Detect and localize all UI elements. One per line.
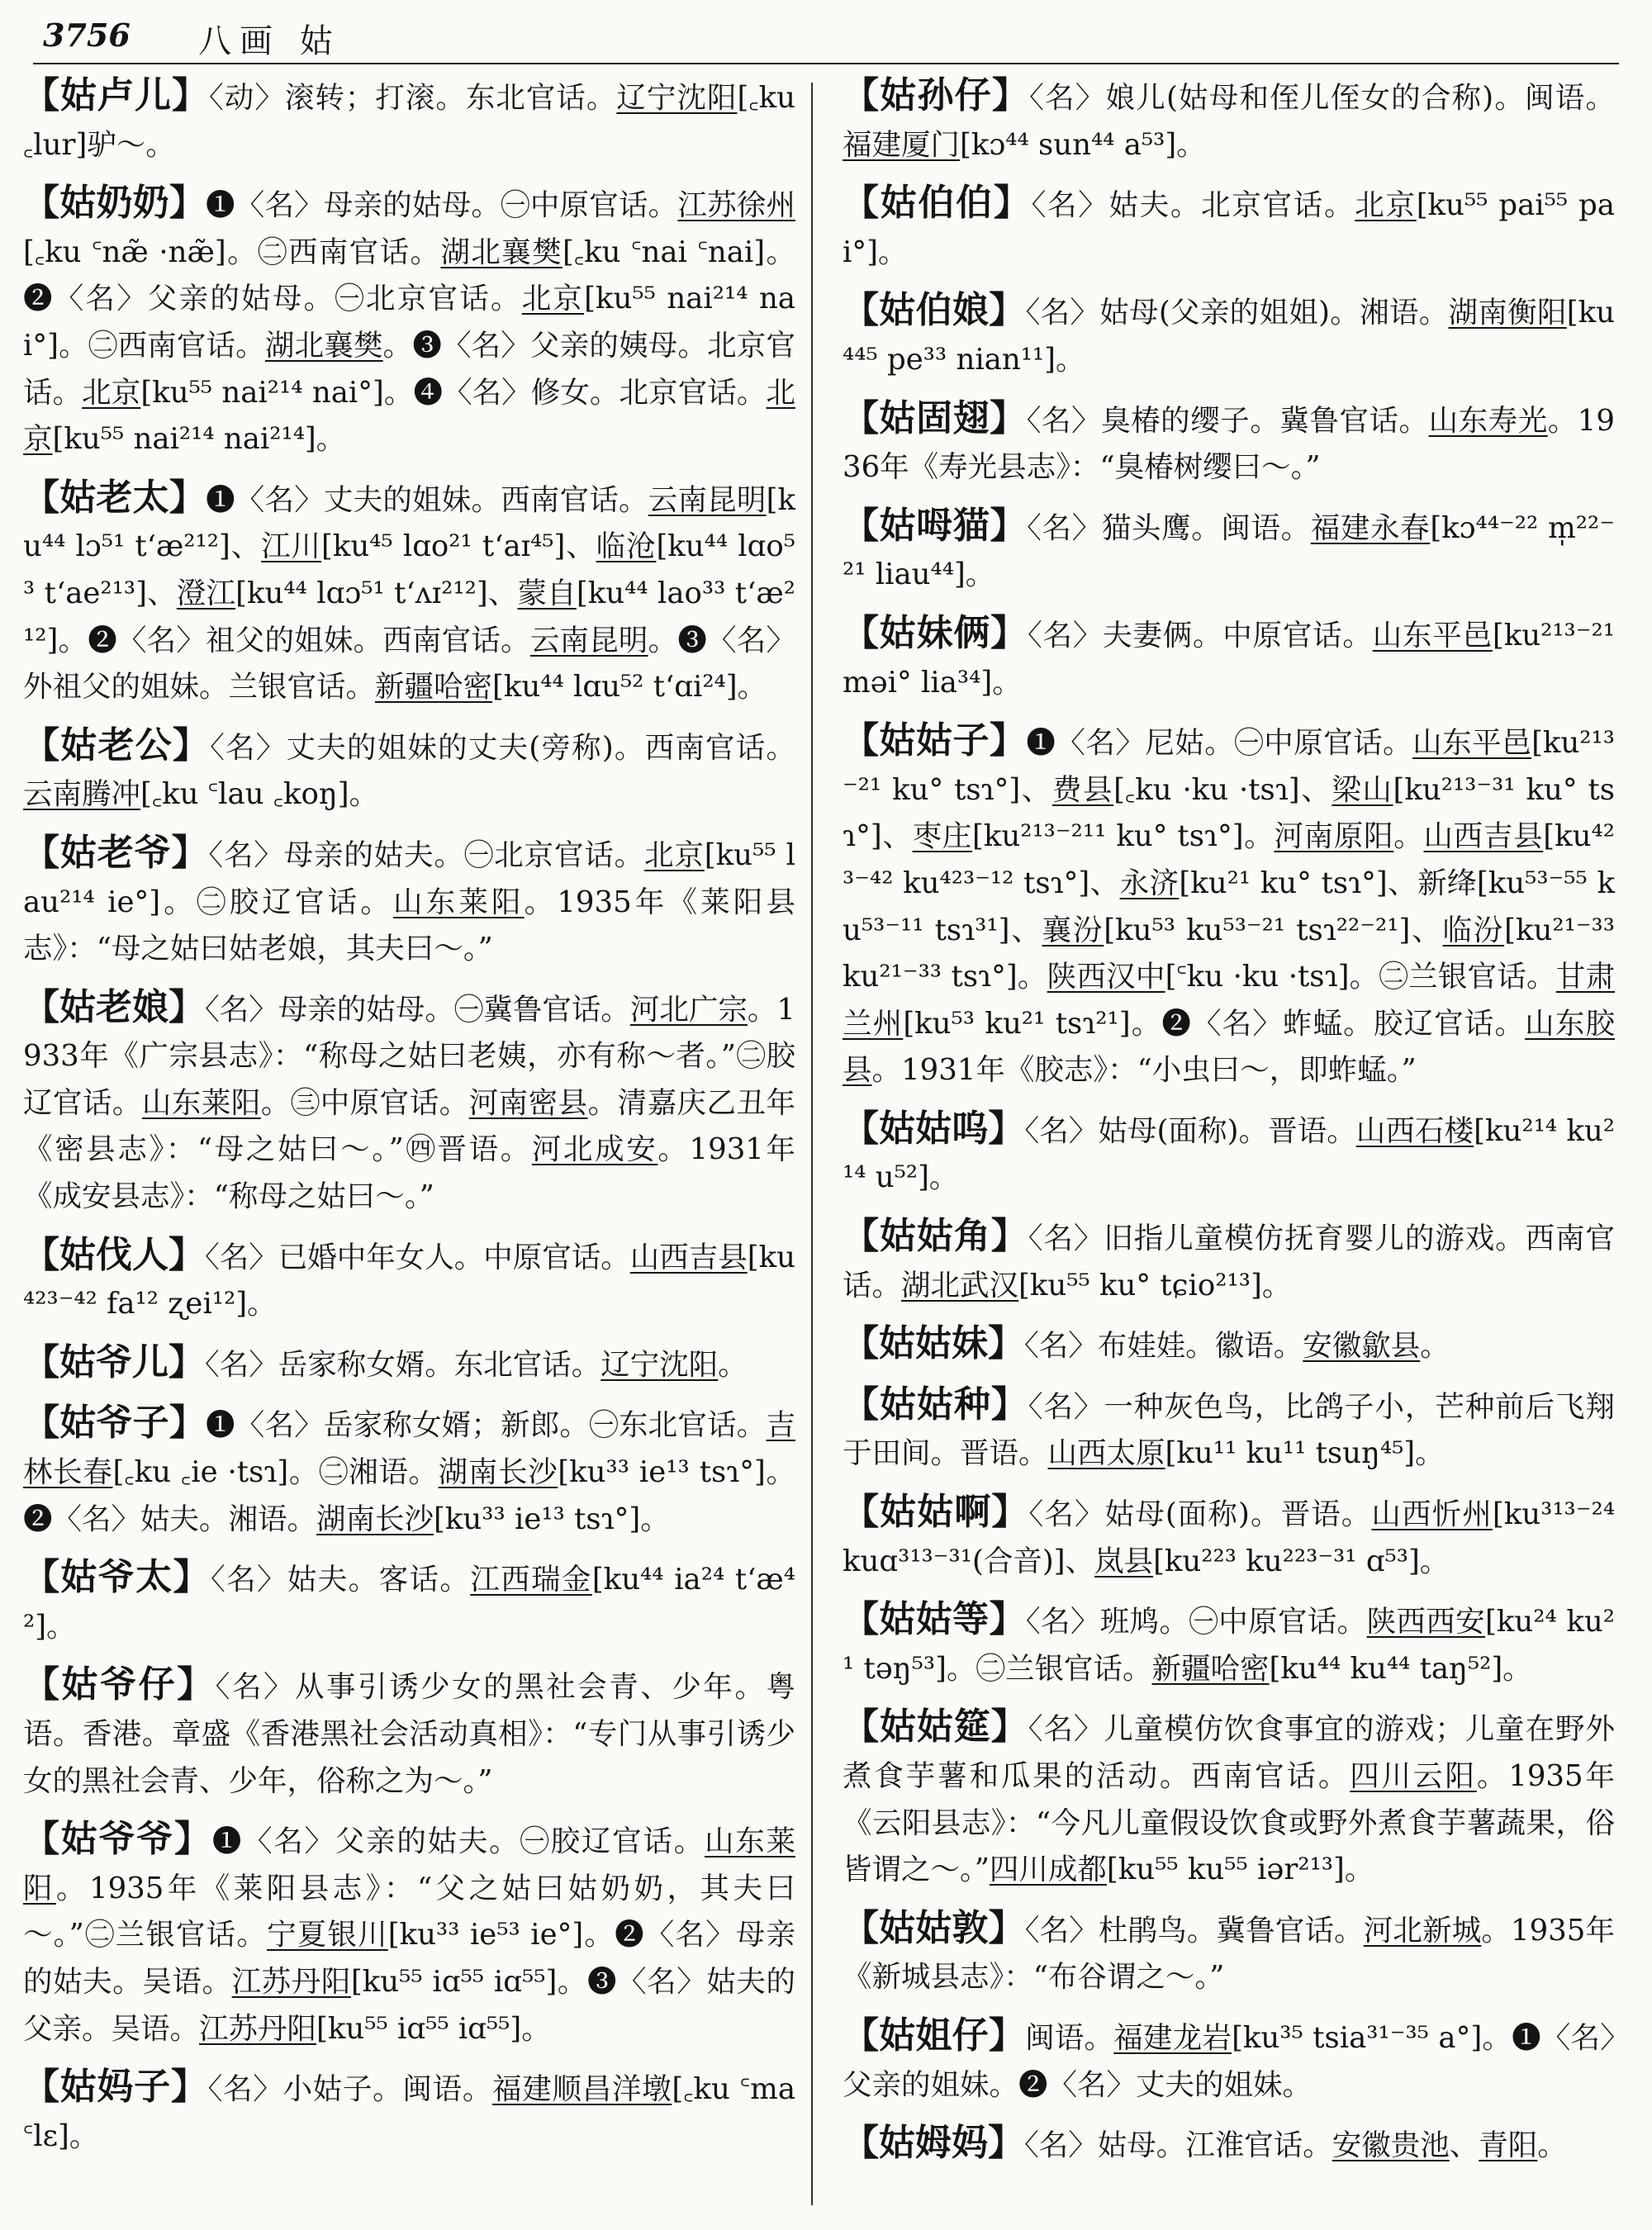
definition-text: [ku⁵⁵ lau²¹⁴ ie°]。㊁胶辽官话。 [23, 837, 795, 919]
headword: 【姑老公】 [23, 724, 211, 766]
place-name: 江苏丹阳 [199, 2011, 317, 2046]
dictionary-entry [23, 1232, 795, 1328]
place-name: 山西太原 [1047, 1436, 1165, 1471]
definition-text: [ku⁵⁵ nai²¹⁴ nai°]。❹〈名〉修女。北京官话。 [140, 375, 767, 410]
place-name: 北京 [23, 375, 795, 457]
definition-text: [ku⁴⁴ lɑu⁵² tʻɑi²⁴]。 [492, 670, 767, 705]
definition-text: [꜀ku ꜂lau ꜀koŋ]。 [140, 777, 379, 812]
definition-text: 。1931年《胶志》：“小虫曰～，即蚱蜢。” [871, 1053, 1417, 1088]
place-name: 江苏丹阳 [231, 1964, 351, 1999]
dictionary-entry [23, 73, 795, 168]
definition-text: [ku²¹ ku° tsɿ°]、新绛[ku⁵³⁻⁵⁵ ku⁵³⁻¹¹ tsɿ³¹]、 [843, 866, 1615, 947]
place-name: 江西瑞金 [470, 1563, 592, 1597]
definition-text: [ku²²³ ku²²³⁻³¹ ɑ⁵³]。 [1153, 1544, 1450, 1578]
place-name: 湖南衡阳 [1448, 296, 1567, 330]
definition-text: [꜀ku ꜀ie ·tsɿ]。㊁湘语。 [112, 1455, 439, 1490]
definition-text: [ku³³ ie⁵³ ie°]。❷〈名〉母亲的姑夫。吴语。 [23, 1918, 795, 1999]
dictionary-entry [843, 2120, 1615, 2170]
place-name: 费县 [1051, 772, 1114, 807]
definition-text: ❶〈名〉父亲的姑夫。㊀胶辽官话。 [211, 1824, 705, 1859]
definition-text: 。1933年《广宗县志》：“称母之姑曰老姨，亦有称～者。”㊁胶辽官话。 [23, 992, 795, 1120]
dictionary-entry [23, 1816, 795, 2052]
definition-text: [ku⁵⁵ nai²¹⁴ nai²¹⁴]。 [52, 422, 346, 457]
place-name: 江苏徐州 [677, 188, 795, 223]
headword: 【姑爷儿】 [23, 1340, 205, 1383]
dictionary-entry [843, 1382, 1615, 1478]
definition-text: 〈名〉旧指儿童模仿抚育婴儿的游戏。西南官话。 [843, 1222, 1615, 1302]
headword: 【姑爷子】 [23, 1402, 206, 1445]
headword: 【姑伯娘】 [843, 289, 1026, 332]
place-name: 四川成都 [989, 1853, 1107, 1887]
headword: 【姑姐仔】 [843, 2014, 1026, 2057]
headword: 【姑爷太】 [23, 1556, 211, 1599]
place-name: 山东平邑 [1372, 618, 1493, 652]
place-name: 辽宁沈阳 [601, 1347, 719, 1382]
place-name: 江川 [261, 529, 321, 564]
headword: 【姑老太】 [23, 476, 206, 519]
dictionary-entry [23, 985, 795, 1221]
place-name: 吉林长春 [23, 1408, 795, 1490]
definition-text: ❶〈名〉母亲的姑母。㊀中原官话。 [206, 188, 678, 223]
headword: 【姑姑妹】 [843, 1322, 1024, 1365]
definition-text: [ku³³ ie¹³ tsɿ°]。 [434, 1502, 670, 1536]
dictionary-entry [843, 1321, 1615, 1370]
definition-text: [ku⁵⁵ ku⁵⁵ iər²¹³]。 [1106, 1853, 1374, 1887]
place-name: 山东莱阳 [392, 885, 525, 919]
place-name: 山东胶县 [843, 1006, 1615, 1088]
place-name: 梁山 [1332, 772, 1393, 807]
definition-text: [ku²¹³⁻²¹ ku° tsɿ°]、 [843, 726, 1615, 807]
definition-text: [ku⁴⁴ ku⁴⁴ taŋ⁵²]。 [1269, 1651, 1532, 1686]
dictionary-entry [843, 2013, 1615, 2109]
place-name: 北京 [1355, 188, 1417, 223]
headword: 【姑老娘】 [23, 985, 206, 1028]
headword: 【姑姑筵】 [843, 1706, 1028, 1748]
definition-text: 〈名〉一种灰色鸟，比鸽子小，芒种前后飞翔于田间。晋语。 [843, 1389, 1615, 1471]
place-name: 临汾 [1442, 913, 1505, 947]
place-name: 枣庄 [912, 819, 972, 854]
definition-text: [ku⁵⁵ nai²¹⁴ nai°]。㊁西南官话。 [23, 282, 795, 363]
place-name: 山西吉县 [1423, 819, 1544, 854]
definition-text: [ku²¹³⁻²¹¹ ku° tsɿ°]。 [971, 819, 1275, 854]
definition-text: [ku²¹⁴ ku²¹⁴ u⁵²]。 [843, 1113, 1615, 1195]
headword: 【姑妈子】 [23, 2066, 208, 2109]
place-name: 陕西汉中 [1047, 960, 1165, 994]
definition-text: [ku⁴²³⁻⁴² ku⁴²³⁻¹² tsɿ°]、 [843, 819, 1615, 900]
definition-text: 。1935年《新城县志》：“布谷谓之～。” [843, 1913, 1615, 1995]
place-name: 湖北襄樊 [264, 328, 383, 363]
definition-text: 〈名〉夫妻俩。中原官话。 [1027, 618, 1373, 652]
dictionary-entry [843, 1905, 1615, 2001]
definition-text: [꜀ku ꜀lur]驴～。 [23, 81, 795, 162]
definition-text: [ku³⁵ tsia³¹⁻³⁵ a°]。❶〈名〉父亲的姐妹。❷〈名〉丈夫的姐妹。 [843, 2020, 1615, 2102]
place-name: 宁夏银川 [267, 1918, 388, 1952]
headword: 【姑姆妈】 [843, 2122, 1024, 2165]
page-number: 3756 [43, 17, 131, 54]
right-column [843, 73, 1615, 2181]
place-name: 新疆哈密 [375, 670, 493, 705]
headword: 【姑姑种】 [843, 1383, 1028, 1426]
dictionary-entry [23, 830, 795, 973]
definition-text: [꜀ku ꜂nai ꜂nai]。❷〈名〉父亲的姑母。㊀北京官话。 [23, 235, 795, 316]
place-name: 湖南长沙 [316, 1502, 434, 1536]
definition-text: 。❸〈名〉父亲的姨母。北京官话。 [23, 328, 795, 410]
place-name: 北京 [644, 837, 705, 872]
place-name: 北京 [82, 375, 141, 410]
place-name: 山西忻州 [1371, 1497, 1493, 1532]
headword: 【姑奶奶】 [23, 182, 206, 225]
definition-text: 〈名〉杜鹃鸟。冀鲁官话。 [1024, 1913, 1364, 1948]
definition-text: [ku²¹³⁻³¹ ku° tsɿ°]、 [843, 772, 1615, 854]
definition-text: 〈名〉姑母(面称)。晋语。 [1028, 1497, 1372, 1532]
dictionary-entry [23, 475, 795, 711]
definition-text: [ku⁴⁴ lao³³ tʻæ²¹²]。❷〈名〉祖父的姐妹。西南官话。 [23, 576, 795, 657]
place-name: 河北广宗 [629, 992, 748, 1027]
place-name: 山东寿光 [1428, 403, 1548, 438]
dictionary-entry [843, 1213, 1615, 1309]
definition-text: ❶〈名〉岳家称女婿；新郎。㊀东北官话。 [206, 1408, 767, 1443]
headword: 【姑姑啊】 [843, 1491, 1029, 1534]
dictionary-entry [843, 396, 1615, 491]
headword: 【姑伐人】 [23, 1233, 205, 1276]
place-name: 岚县 [1094, 1544, 1154, 1578]
headword: 【姑妹俩】 [843, 611, 1028, 654]
definition-text: 〈名〉从事引诱少女的黑社会青、少年。粤语。香港。章盛《香港黑社会活动真相》：“专门从事引诱少女的黑社会青、少年，俗称之为～。” [23, 1670, 795, 1798]
place-name: 新疆哈密 [1151, 1651, 1270, 1686]
definition-text: 、 [1449, 2128, 1479, 2163]
definition-text: 〈名〉布娃娃。徽语。 [1024, 1329, 1303, 1364]
definition-text: 。1935年《云阳县志》：“今凡儿童假设饮食或野外煮食芋薯蔬果，俗皆谓之～。” [843, 1759, 1615, 1887]
page-header [33, 12, 1619, 64]
headword: 【姑姑敦】 [843, 1906, 1025, 1949]
place-name: 山东莱阳 [141, 1085, 261, 1120]
place-name: 蒙自 [517, 576, 577, 610]
place-name: 福建永春 [1310, 510, 1431, 545]
place-name: 安徽贵池 [1332, 2128, 1450, 2163]
definition-text: 〈名〉母亲的姑母。㊀冀鲁官话。 [205, 992, 630, 1027]
definition-text: 〈名〉班鸠。㊀中原官话。 [1025, 1605, 1367, 1639]
place-name: 青阳 [1479, 2128, 1538, 2163]
headword: 【姑爷仔】 [23, 1663, 216, 1706]
definition-text: [ku⁵⁵ iɑ⁵⁵ iɑ⁵⁵]。 [316, 2011, 551, 2046]
running-title: 八画 姑 [198, 22, 341, 60]
place-name: 河北成安 [531, 1132, 658, 1167]
definition-text: [ku²¹⁻³³ ku²¹⁻³³ tsɿ°]。 [843, 913, 1615, 994]
headword: 【姑老爷】 [23, 831, 209, 874]
place-name: 山东莱阳 [23, 1824, 795, 1905]
dictionary-entry [843, 287, 1615, 383]
headword: 【姑姑呜】 [843, 1107, 1025, 1150]
definition-text: [ku⁴⁴ lɔ⁵¹ tʻæ²¹²]、 [23, 482, 795, 564]
definition-text: 〈名〉丈夫的姐妹的丈夫(旁称)。西南官话。 [210, 730, 795, 765]
place-name: 澄江 [176, 576, 236, 610]
place-name: 山东平邑 [1412, 726, 1532, 761]
definition-text: [ku¹¹ ku¹¹ tsuŋ⁴⁵]。 [1165, 1436, 1445, 1471]
headword: 【姑呣猫】 [843, 504, 1028, 547]
definition-text: 〈名〉娘儿(姑母和侄儿侄女的合称)。闽语。 [1029, 81, 1615, 115]
definition-text: 。1931年《成安县志》：“称母之姑曰～。” [23, 1132, 795, 1214]
definition-text: [ku⁵⁵ iɑ⁵⁵ iɑ⁵⁵]。❸〈名〉姑夫的父亲。吴语。 [23, 1964, 795, 2046]
definition-text: 。1936年《寿光县志》：“臭椿树缨曰～。” [843, 403, 1615, 485]
dictionary-entry [23, 1662, 795, 1805]
definition-text: [ku³¹³⁻²⁴ kuɑ³¹³⁻³¹(合音)]、 [843, 1497, 1615, 1578]
dictionary-entry [23, 2064, 795, 2160]
headword: 【姑姑子】 [843, 719, 1027, 762]
definition-text: [ku⁴⁴ lɑɔ⁵¹ tʻʌɪ²¹²]、 [235, 576, 518, 610]
definition-text: 〈名〉母亲的姑夫。㊀北京官话。 [208, 837, 645, 872]
dictionary-entry [843, 1489, 1615, 1585]
dictionary-entry [843, 503, 1615, 599]
definition-text: [ku⁵³ ku²¹ tsɿ²¹]。❷〈名〉蚱蜢。胶辽官话。 [903, 1006, 1526, 1041]
definition-text: 〈名〉姑母(父亲的姐姐)。湘语。 [1025, 296, 1449, 330]
definition-text: [ku⁴²³⁻⁴² fa¹² ʐei¹²]。 [23, 1240, 796, 1321]
headword: 【姑卢儿】 [23, 74, 210, 116]
place-name: 河南密县 [468, 1085, 588, 1120]
place-name: 湖北襄樊 [440, 235, 563, 269]
place-name: 云南昆明 [648, 482, 767, 517]
dictionary-entry [843, 1597, 1615, 1692]
headword: 【姑爷爷】 [23, 1818, 212, 1861]
definition-text: 。❸〈名〉外祖父的姐妹。兰银官话。 [23, 623, 795, 705]
definition-text: [ku²⁴ ku²¹ təŋ⁵³]。㊁兰银官话。 [843, 1605, 1615, 1686]
place-name: 河北新城 [1363, 1913, 1482, 1948]
definition-text: [ku⁴⁵ lɑo²¹ tʻaɪ⁴⁵]、 [320, 529, 596, 564]
left-column [23, 73, 795, 2171]
dictionary-entry [843, 180, 1615, 276]
definition-text: 〈名〉已婚中年女人。中原官话。 [205, 1240, 630, 1274]
definition-text: 〈名〉儿童模仿饮食事宜的游戏；儿童在野外煮食芋薯和瓜果的活动。西南官话。 [843, 1712, 1615, 1793]
definition-text: 〈名〉姑母(面称)。晋语。 [1024, 1113, 1356, 1148]
definition-text: [ku²¹³⁻²¹ məi° lia³⁴]。 [843, 618, 1615, 700]
column-divider [811, 83, 813, 2205]
place-name: 北京 [521, 282, 585, 316]
definition-text: 〈名〉岳家称女婿。东北官话。 [205, 1347, 601, 1382]
definition-text: 。 [1393, 819, 1424, 854]
definition-text: 〈名〉姑夫。北京官话。 [1031, 188, 1355, 223]
place-name: 福建龙岩 [1113, 2020, 1232, 2055]
definition-text: [kɔ⁴⁴ sun⁴⁴ a⁵³]。 [960, 127, 1206, 162]
definition-text: [kɔ⁴⁴⁻²² m̩²²⁻²¹ liau⁴⁴]。 [843, 510, 1615, 592]
place-name: 陕西西安 [1366, 1605, 1486, 1639]
definition-text: 〈名〉姑母。江淮官话。 [1024, 2128, 1332, 2163]
place-name: 辽宁沈阳 [616, 81, 738, 115]
place-name: 湖南长沙 [438, 1455, 558, 1490]
definition-text: [ku⁵⁵ ku° tɕio²¹³]。 [1018, 1268, 1292, 1302]
headword: 【姑姑等】 [843, 1598, 1026, 1641]
definition-text: [꜂ku ·ku ·tsɿ]。㊁兰银官话。 [1165, 960, 1556, 994]
place-name: 河南原阳 [1274, 819, 1394, 854]
dictionary-entry [843, 1704, 1615, 1893]
definition-text: 〈名〉猫头鹰。闽语。 [1027, 510, 1311, 545]
place-name: 临沧 [596, 529, 657, 564]
definition-text: [ku³³ ie¹³ tsɿ°]。❷〈名〉姑夫。湘语。 [23, 1455, 795, 1536]
dictionary-entry [23, 1340, 795, 1389]
definition-text: [꜀ku ꜂ma ꜂lɛ]。 [23, 2072, 795, 2153]
place-name: 云南昆明 [529, 623, 648, 657]
dictionary-entry [843, 73, 1615, 168]
place-name: 山西吉县 [629, 1240, 748, 1274]
dictionary-entry [843, 718, 1615, 1094]
place-name: 云南腾冲 [23, 777, 141, 812]
dictionary-entry [23, 1554, 795, 1650]
definition-text: 。 [1537, 2128, 1567, 2163]
definition-text: 〈动〉滚转；打滚。东北官话。 [209, 81, 617, 115]
definition-text: 。 [1420, 1329, 1450, 1364]
place-name: 四川云阳 [1350, 1759, 1477, 1793]
headword: 【姑孙仔】 [843, 74, 1030, 116]
definition-text: ❶〈名〉丈夫的姐妹。西南官话。 [206, 482, 648, 517]
place-name: 福建顺昌洋墩 [492, 2072, 672, 2107]
headword: 【姑伯伯】 [843, 182, 1032, 225]
definition-text: ❶〈名〉尼姑。㊀中原官话。 [1026, 726, 1413, 761]
dictionary-entry [23, 180, 795, 463]
definition-text: [ku⁴⁴⁵ pe³³ nian¹¹]。 [843, 296, 1615, 377]
definition-text: [ku⁴⁴ ia²⁴ tʻæ⁴²]。 [23, 1563, 795, 1644]
place-name: 永济 [1119, 866, 1180, 900]
place-name: 福建厦门 [843, 127, 961, 162]
place-name: 山西石楼 [1355, 1113, 1474, 1148]
definition-text: [ku⁵³ ku⁵³⁻²¹ tsɿ²²⁻²¹]、 [1104, 913, 1443, 947]
definition-text: 。 [718, 1347, 748, 1382]
dictionary-entry [843, 1106, 1615, 1202]
place-name: 甘肃兰州 [843, 960, 1615, 1041]
dictionary-entry [23, 723, 795, 818]
place-name: 襄汾 [1042, 913, 1104, 947]
definition-text: 〈名〉姑夫。客话。 [210, 1563, 471, 1597]
dictionary-entry [23, 1400, 795, 1543]
definition-text: 。1935年《莱阳县志》：“父之姑曰姑奶奶，其夫曰～。”㊁兰银官话。 [23, 1871, 795, 1952]
definition-text: 闽语。 [1025, 2020, 1114, 2055]
headword: 【姑固翅】 [843, 396, 1027, 439]
definition-text: 〈名〉臭椿的缨子。冀鲁官话。 [1026, 403, 1429, 438]
dictionary-entry [843, 610, 1615, 706]
definition-text: [ku⁴⁴ lɑo⁵³ tʻae²¹³]、 [23, 529, 795, 610]
definition-text: [꜀ku ·ku ·tsɿ]、 [1113, 772, 1332, 807]
place-name: 安徽歙县 [1303, 1329, 1421, 1364]
place-name: 湖北武汉 [901, 1268, 1019, 1302]
definition-text: 。㊂中原官话。 [260, 1085, 469, 1120]
definition-text: [ku⁵⁵ pai⁵⁵ pai°]。 [843, 188, 1615, 269]
headword: 【姑姑角】 [843, 1215, 1028, 1258]
definition-text: 。1935年《莱阳县志》：“母之姑曰姑老娘，其夫曰～。” [23, 885, 795, 966]
definition-text: 〈名〉小姑子。闽语。 [207, 2072, 493, 2107]
definition-text: 。清嘉庆乙丑年《密县志》：“母之姑曰～。”㊃晋语。 [23, 1085, 795, 1167]
definition-text: [꜀ku ꜂næ̃ ·næ̃]。㊁西南官话。 [23, 235, 441, 269]
